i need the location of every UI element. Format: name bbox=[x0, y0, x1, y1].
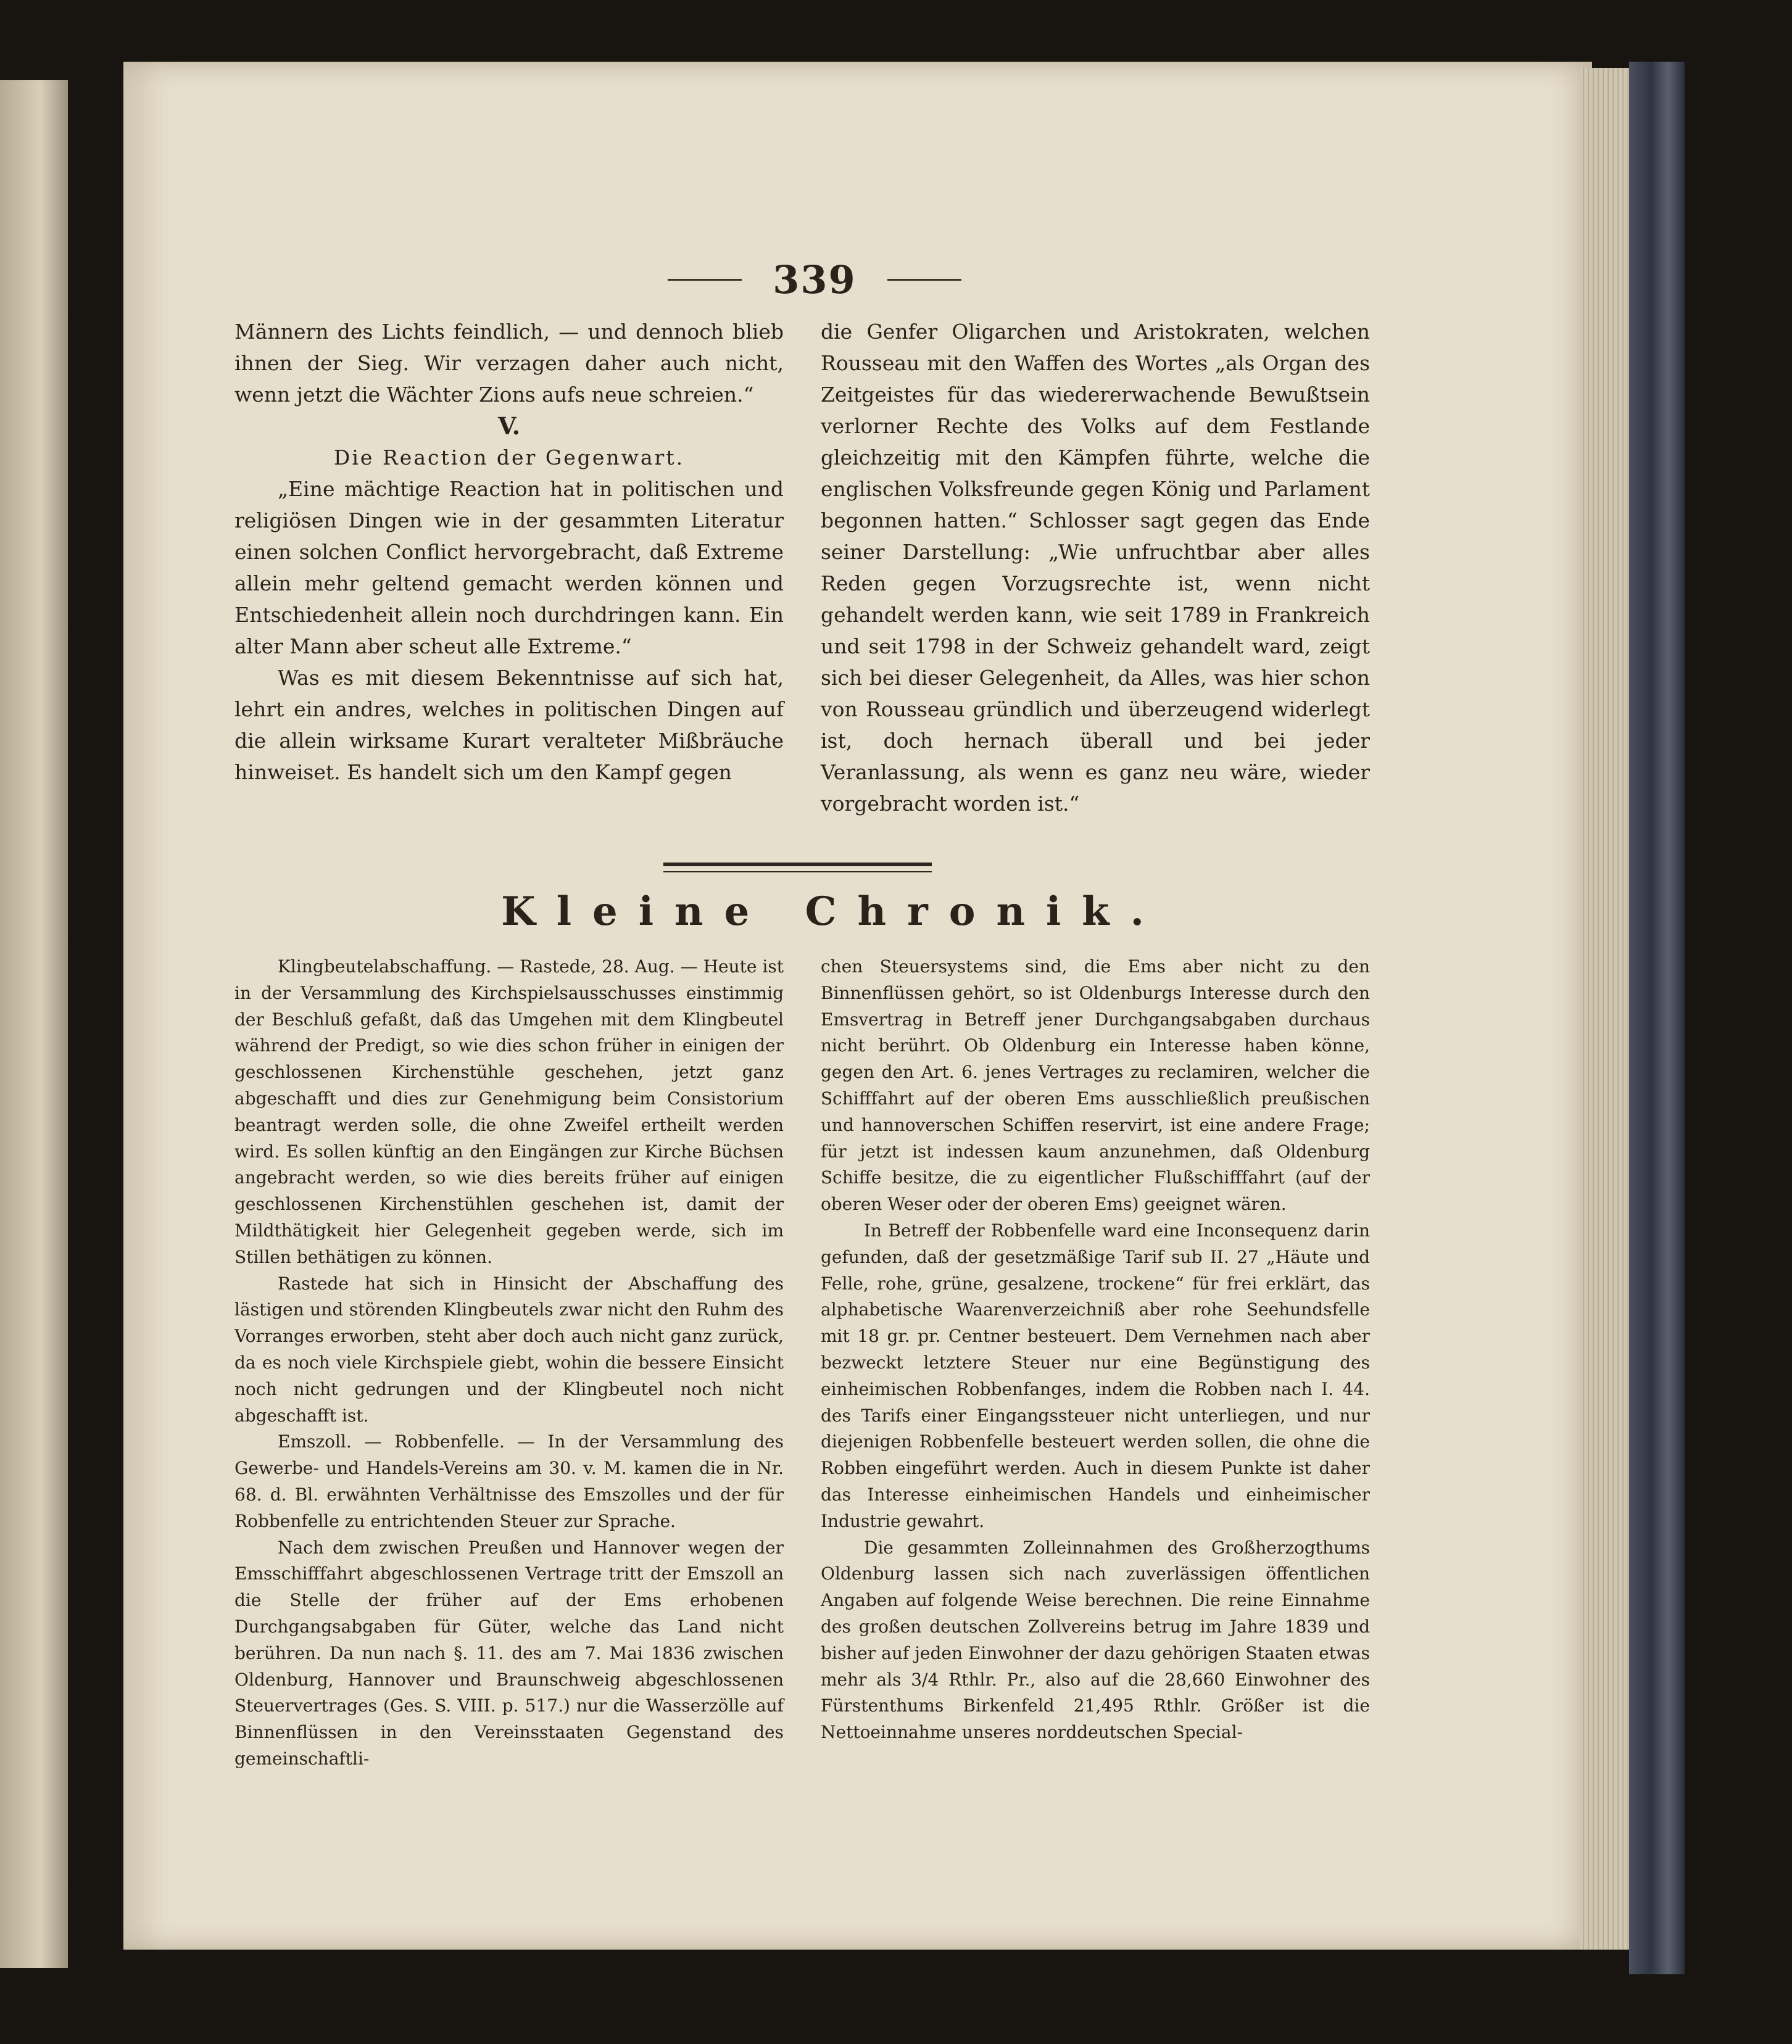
body-paragraph-right: die Genfer Oligarchen und Aristokraten, welchen Rousseau mit den Waffen des Wortes „als Organ des Zeitgeistes für das wiedererwachende Bewußtsein verlorner Rechte des Volks auf dem Festlande gleichzeitig mit den Kämpfen führte, welche die englischen Volksfreunde gegen König und Parlament begonnen hatten.“ Schlosser sagt gegen das Ende seiner Darstellung: „Wie unfruchtbar aber alles Reden gegen Vorzugsrechte ist, wenn nicht gehandelt werden kann, wie seit 1789 in Frankreich und seit 1798 in der Schweiz gehandelt ward, zeigt sich bei dieser Gelegenheit, da Alles, was hier schon von Rousseau gründlich und überzeugend widerlegt ist, doch hernach überall und bei jeder Veranlassung, als wenn es ganz neu wäre, wieder vorgebracht worden ist.“ bbox=[821, 320, 1370, 816]
quote-paragraph: „Eine mächtige Reaction hat in politischen und religiösen Dingen wie in der gesammten Literatur einen solchen Conflict hervorgebracht, daß Extreme allein mehr geltend gemacht werden können und Entschiedenheit allein noch durchdringen kann. Ein alter Mann aber scheut alle Extreme.“ bbox=[234, 477, 784, 658]
chronik-paragraph: chen Steuersystems sind, die Ems aber nicht zu den Binnenflüssen gehört, so ist Oldenburgs Interesse durch den Emsvertrag in Betreff jener Durchgangsabgaben durchaus nicht berührt. Ob Oldenburg ein Interesse haben könne, gegen den Art. 6. jenes Vertrages zu reclamiren, welcher die Schifffahrt auf der oberen Ems ausschließlich preußischen und hannoverschen Schiffen reservirt, ist eine andere Frage; für jetzt ist indessen kaum anzunehmen, daß Oldenburg Schiffe besitze, die zu eigentlicher Flußschifffahrt (auf der oberen Weser oder der oberen Ems) geeignet wären. bbox=[821, 956, 1370, 1215]
column-right-top bbox=[821, 316, 1370, 819]
chronik-paragraph: Nach dem zwischen Preußen und Hannover wegen der Emsschifffahrt abgeschlossenen Vertrage tritt der Emszoll an die Stelle der früher auf der Ems erhobenen Durchgangsabgaben für Güter, welche das Land nicht berühren. Da nun nach §. 11. des am 7. Mai 1836 zwischen Oldenburg, Hannover und Braunschweig abgeschlossenen Steuervertrages (Ges. S. VIII. p. 517.) nur die Wasserzölle auf Binnenflüssen in den Vereinsstaaten Gegenstand des gemeinschaftli- bbox=[234, 1537, 784, 1769]
chronik-paragraph: Emszoll. — Robbenfelle. — In der Versammlung des Gewerbe- und Handels-Vereins am 30. v. M. kamen die in Nr. 68. d. Bl. erwähnten Verhältnisse des Emszolles und der für Robbenfelle zu entrichtenden Steuer zur Sprache. bbox=[234, 1431, 784, 1531]
header-dash-right bbox=[887, 279, 961, 281]
continued-text: Männern des Lichts feindlich, — und dennoch blieb ihnen der Sieg. Wir verzagen daher auch nicht, wenn jetzt die Wächter Zions aufs neue schreien.“ bbox=[234, 320, 784, 407]
chronik-paragraph: Rastede hat sich in Hinsicht der Abschaffung des lästigen und störenden Klingbeutels zwar nicht den Ruhm des Vorranges erworben, steht aber doch auch nicht ganz zurück, da es noch viele Kirchspiele giebt, wohin die bessere Einsicht noch nicht gedrungen und der Klingbeutel noch nicht abgeschafft ist. bbox=[234, 1273, 784, 1426]
chronik-paragraph: In Betreff der Robbenfelle ward eine Inconsequenz darin gefunden, daß der gesetzmäßige Tarif sub II. 27 „Häute und Felle, rohe, grüne, gesalzene, trockene“ für frei erklärt, das alphabetische Waarenverzeichniß aber rohe Seehundsfelle mit 18 gr. pr. Centner besteuert. Dem Vernehmen nach aber bezweckt letztere Steuer nur eine Begünstigung des einheimischen Robbenfanges, indem die Robben nach I. 44. des Tarifs einer Eingangssteuer nicht unterliegen, und nur diejenigen Robbenfelle besteuert werden sollen, die ohne die Robben eingeführt werden. Auch in diesem Punkte ist daher das Interesse einheimischen Handels und einheimischer Industrie gewahrt. bbox=[821, 1220, 1370, 1531]
header-dash-left bbox=[668, 279, 742, 281]
page-edges bbox=[1580, 68, 1635, 1950]
column-left-top bbox=[234, 316, 784, 788]
body-paragraph: Was es mit diesem Bekenntnisse auf sich hat, lehrt ein andres, welches in politischen Dingen auf die allein wirksame Kurart veralteter Mißbräuche hinweiset. Es handelt sich um den Kampf gegen bbox=[234, 666, 784, 784]
chronik-paragraph: Klingbeutelabschaffung. — Rastede, 28. Aug. — Heute ist in der Versammlung des Kirchspielsausschusses einstimmig der Beschluß gefaßt, daß das Umgehen mit dem Klingbeutel während der Predigt, so wie dies schon früher in einigen der geschlossenen Kirchenstühle geschehen, jetzt ganz abgeschafft und dies zur Genehmigung beim Consistorium beantragt werden solle, die ohne Zweifel ertheilt werden wird. Es sollen künftig an den Eingängen zur Kirche Büchsen angebracht werden, so wie dies bereits früher auf einigen geschlossenen Kirchenstühlen geschehen ist, damit der Mildthätigkeit hier Gelegenheit gegeben werde, sich im Stillen bethätigen zu können. bbox=[234, 956, 784, 1267]
page-number: 339 bbox=[773, 257, 857, 302]
section-divider bbox=[663, 863, 932, 872]
section-title: Die Reaction der Gegenwart. bbox=[333, 445, 685, 470]
chronik-column-right bbox=[821, 954, 1370, 1746]
chronik-column-left bbox=[234, 954, 784, 1773]
page-header bbox=[642, 258, 987, 301]
chronik-paragraph: Die gesammten Zolleinnahmen des Großherzogthums Oldenburg lassen sich nach zuverlässigen öffentlichen Angaben auf folgende Weise berechnen. Die reine Einnahme des großen deutschen Zollvereins betrug im Jahre 1839 und bisher auf jeden Einwohner der dazu gehörigen Staaten etwas mehr als 3/4 Rthlr. Pr., also auf die 28,660 Einwohner des Fürstenthums Birkenfeld 21,495 Rthlr. Größer ist die Nettoeinnahme unseres norddeutschen Special- bbox=[821, 1537, 1370, 1743]
book-binding bbox=[1629, 62, 1685, 1974]
left-page-edge bbox=[0, 80, 68, 1968]
section-number: V. bbox=[497, 412, 521, 440]
chronik-heading: Kleine Chronik. bbox=[501, 888, 1165, 935]
